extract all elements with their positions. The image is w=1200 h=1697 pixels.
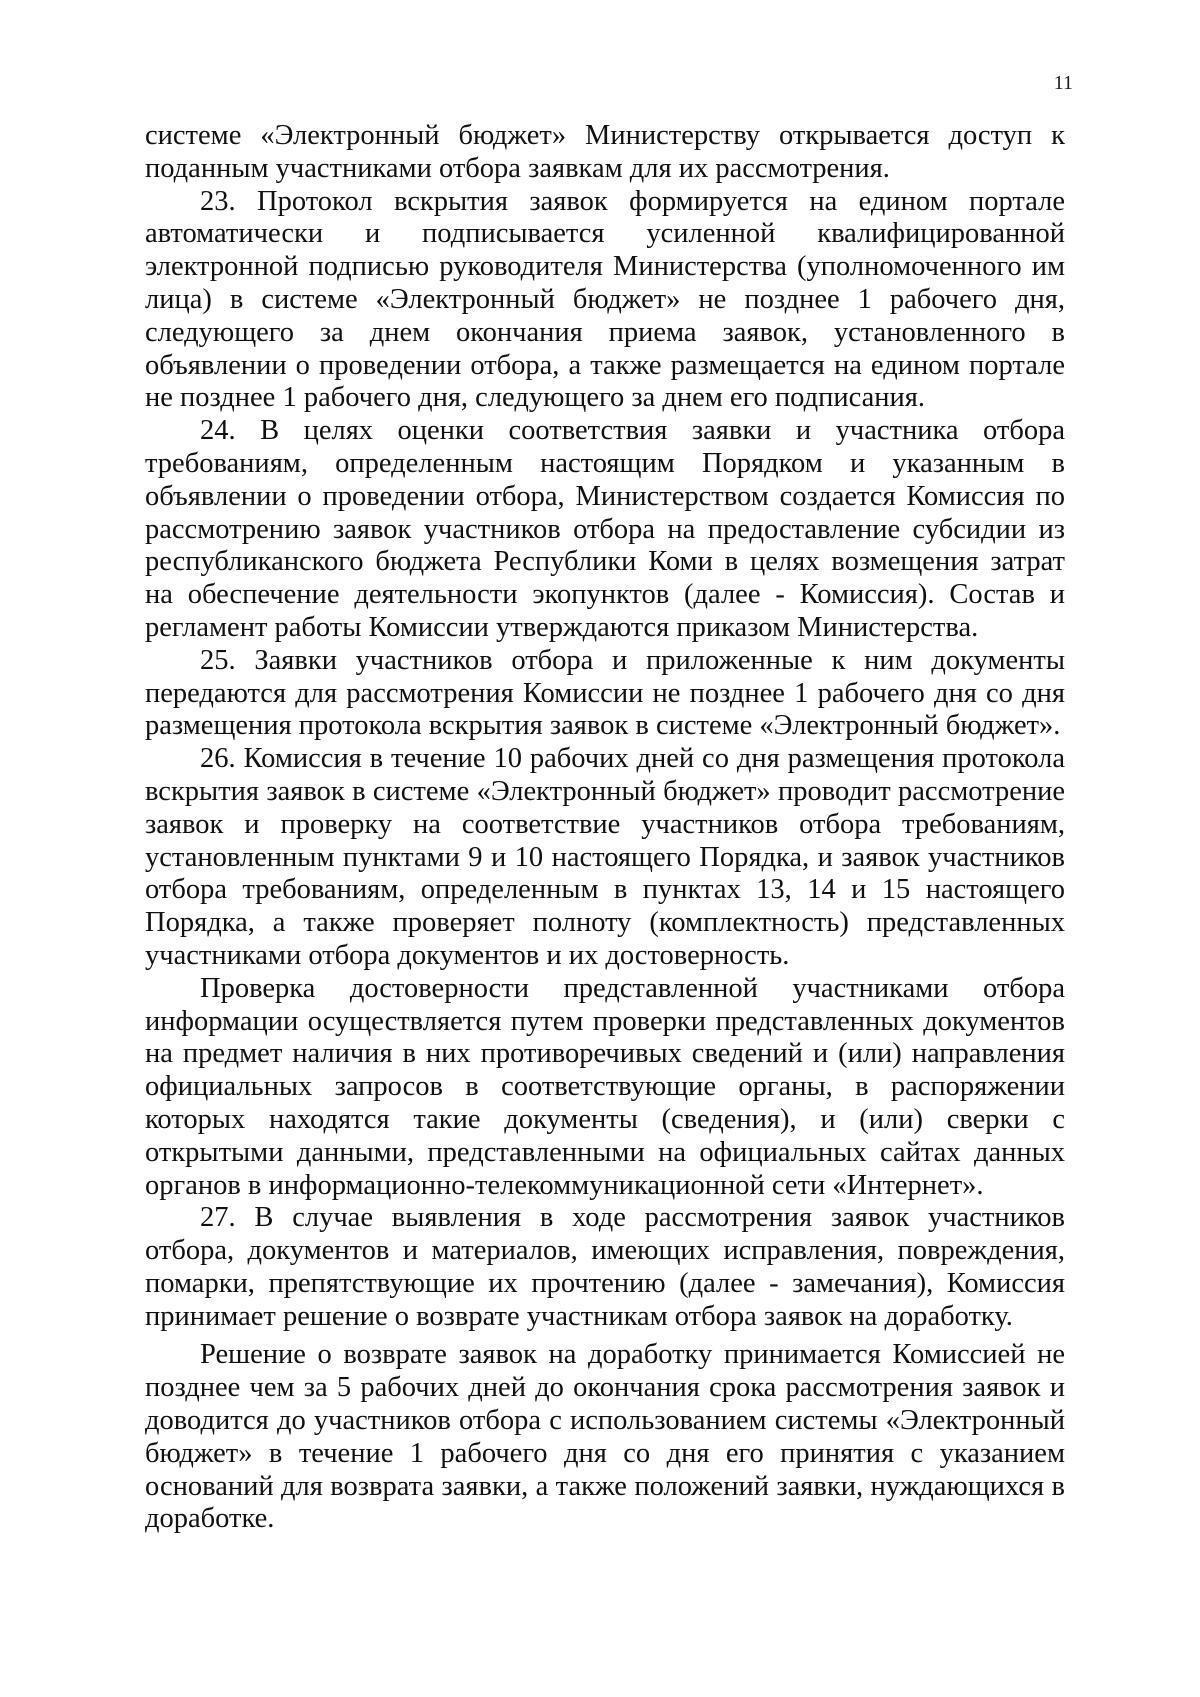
- paragraph-continuation: системе «Электронный бюджет» Министерству открывается доступ к поданным участниками отбора заявкам для их рассмотрения.: [145, 120, 1065, 184]
- paragraph-return-decision: Решение о возврате заявок на доработку принимается Комиссией не позднее чем за 5 рабочих дней до окончания срока рассмотрения заявок и доводится до участников отбора с использованием системы «Электронный бюджет» в течение 1 рабочего дня со дня его принятия с указанием оснований для возврата заявки, а также положений заявки, нуждающихся в доработке.: [145, 1339, 1065, 1535]
- page-number: 11: [1053, 72, 1073, 94]
- paragraph-item-26: 26. Комиссия в течение 10 рабочих дней со дня размещения протокола вскрытия заявок в системе «Электронный бюджет» проводит рассмотрение заявок и проверку на соответствие участников отбора требованиям, установленным пунктами 9 и 10 настоящего Порядка, и заявок участников отбора требованиям, определенным в пунктах 13, 14 и 15 настоящего Порядка, а также проверяет полноту (комплектность) представленных участниками отбора документов и их достоверность.: [145, 743, 1065, 971]
- document-body: [145, 120, 1065, 1536]
- paragraph-item-25: 25. Заявки участников отбора и приложенные к ним документы передаются для рассмотрения Комиссии не позднее 1 рабочего дня со дня размещения протокола вскрытия заявок в системе «Электронный бюджет».: [145, 644, 1065, 742]
- paragraph-item-23: 23. Протокол вскрытия заявок формируется на едином портале автоматически и подписывается усиленной квалифицированной электронной подписью руководителя Министерства (уполномоченного им лица) в системе «Электронный бюджет» не позднее 1 рабочего дня, следующего за днем окончания приема заявок, установленного в объявлении о проведении отбора, а также размещается на едином портале не позднее 1 рабочего дня, следующего за днем его подписания.: [145, 185, 1065, 414]
- paragraph-item-24: 24. В целях оценки соответствия заявки и участника отбора требованиям, определенным настоящим Порядком и указанным в объявлении о проведении отбора, Министерством создается Комиссия по рассмотрению заявок участников отбора на предоставление субсидии из республиканского бюджета Республики Коми в целях возмещения затрат на обеспечение деятельности экопунктов (далее - Комиссия). Состав и регламент работы Комиссии утверждаются приказом Министерства.: [145, 415, 1065, 643]
- paragraph-item-27: 27. В случае выявления в ходе рассмотрения заявок участников отбора, документов и материалов, имеющих исправления, повреждения, помарки, препятствующие их прочтению (далее - замечания), Комиссия принимает решение о возврате участникам отбора заявок на доработку.: [145, 1202, 1065, 1332]
- paragraph-verification: Проверка достоверности представленной участниками отбора информации осуществляется путем проверки представленных документов на предмет наличия в них противоречивых сведений и (или) направления официальных запросов в соответствующие органы, в распоряжении которых находятся такие документы (сведения), и (или) сверки с открытыми данными, представленными на официальных сайтах данных органов в информационно-телекоммуникационной сети «Интернет».: [145, 972, 1065, 1201]
